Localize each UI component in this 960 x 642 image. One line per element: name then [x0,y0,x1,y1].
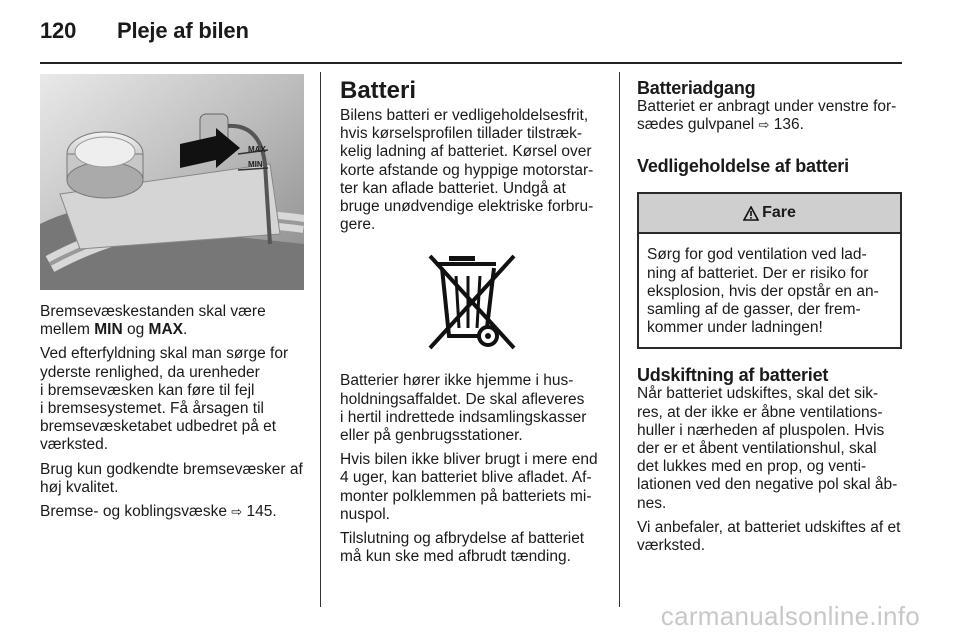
battery-replacement-heading: Udskiftning af batteriet [637,365,829,386]
column-2 [340,78,602,572]
header-rule [40,62,902,64]
text-line: i bremsesystemet. Få årsagen til [40,400,264,418]
page-header [40,18,249,44]
workshop-recommendation-paragraph: Vi anbefaler, at batteriet udskiftes af et værksted. [637,518,901,555]
battery-connection-paragraph: Tilslutning og afbrydelse af batteriet må kun ske med afbrudt tænding. [340,530,585,566]
text-run: Batteriet er anbragt under venstre for-sædes gulvpanel [637,98,897,134]
text-run: Bremsevæskestanden skal være mellem [40,303,266,339]
text-line: værksted. [40,436,109,454]
text-line: holdningsaffaldet. De skal afleveres [340,390,585,408]
battery-replacement-paragraph: Når batteriet udskiftes, skal det sik-res, at der ikke er åbne ventilations-huller i nærheden af pluspolen. Hvis der er et åbent ventilationshul, skal det lukkes med en prop, og venti-lationen ved den negative pol skal åb-nes. [637,385,898,512]
approved-fluid-paragraph: Brug kun godkendte bremsevæsker af høj kvalitet. [40,460,303,496]
text-line: i hertil indrettede indsamlingskasser [340,408,587,426]
battery-maintenance-heading: Vedligeholdelse af batteri [637,156,849,177]
text-run: . [183,321,188,339]
max-label: MAX [148,321,183,339]
battery-access-paragraph [637,98,902,134]
text-line: yderste renlighed, da urenheder [40,363,260,381]
column-1 [40,303,306,527]
text-run: og [122,321,149,339]
photo-label-min: MIN [248,160,263,169]
warning-label: Fare [762,204,796,222]
danger-warning-box [637,192,902,349]
watermark: carmanualsonline.info [660,601,920,631]
text-line: Batterier hører ikke hjemme i hus- [340,372,574,390]
page-title: Pleje af bilen [117,18,249,43]
warning-triangle-icon [743,206,759,221]
battery-intro-paragraph: Bilens batteri er vedligeholdelsesfrit, hvis kørselsprofilen tillader tilstræk-kelig ladning af batteriet. Kørsel over korte afstande og hyppige motorstar-ter kan aflade batteriet. Undgå at bruge unødvendige elektriske forbru-gere. [340,107,594,234]
battery-discharge-paragraph: Hvis bilen ikke bliver brugt i mere end 4 uger, kan batteriet blive afladet. Af-monter polklemmen på batteriets mi-nuspol. [340,451,598,523]
battery-heading: Batteri [340,77,417,104]
column-divider-2 [619,72,620,607]
text-line: eller på genbrugsstationer. [340,427,523,445]
battery-disposal-paragraph [340,372,602,445]
brake-fluid-reservoir-photo [40,74,304,290]
column-3 [637,78,902,561]
page-reference-link[interactable]: 136. [773,116,804,134]
warning-text: Sørg for god ventilation ved lad-ning af batteriet. Der er risiko for eksplosion, hvis der opstår en an-samling af de gasser, der frem-kommer under ladningen! [647,246,879,337]
min-label: MIN [94,321,123,339]
photo-label-max: MAX [248,145,266,154]
brake-fluid-reference [40,503,306,521]
text-line: bremsevæsketabet udbedret på et [40,418,277,436]
page-number: 120 [40,18,77,43]
battery-access-heading: Batteriadgang [637,78,756,98]
page-reference-arrow-icon: ⇨ [231,504,243,520]
column-divider-1 [320,72,321,607]
brake-fluid-level-paragraph [40,303,306,339]
page-reference-arrow-icon: ⇨ [758,117,770,133]
text-run: Bremse- og koblingsvæske [40,503,232,521]
page-reference-link[interactable]: 145. [246,503,277,521]
text-line: i bremsevæsken kan føre til fejl [40,381,255,399]
refill-cleanliness-paragraph [40,345,306,454]
crossed-out-wheelie-bin-icon [416,248,536,358]
warning-header [639,194,900,234]
text-line: Ved efterfyldning skal man sørge for [40,345,289,363]
